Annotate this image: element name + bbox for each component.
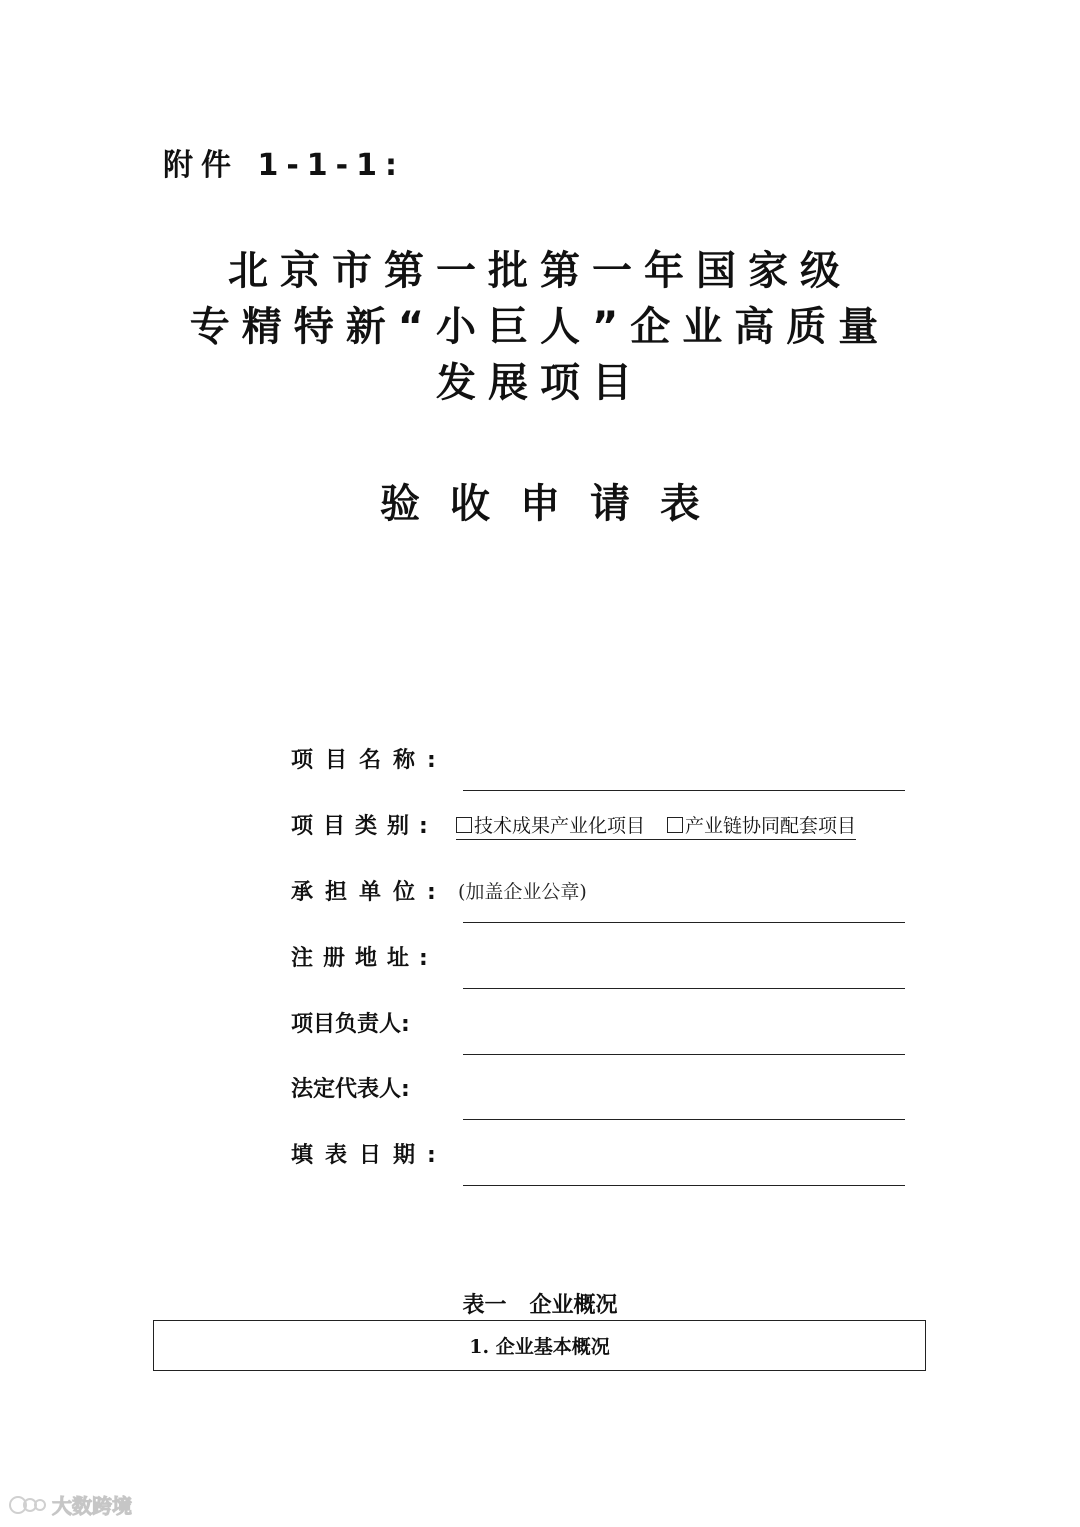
watermark-text: 大数跨境 [52, 1494, 132, 1518]
fill-date-input-line[interactable] [463, 1185, 905, 1186]
field-undertaking-unit [291, 875, 905, 925]
option-tech-industrialization[interactable]: 技术成果产业化项目 [474, 815, 646, 837]
table-caption: 表一 企业概况 [462, 1292, 618, 1318]
company-seal-note: (加盖企业公章) [458, 881, 587, 903]
field-label-project-name: 项目名称: [291, 748, 448, 773]
checkbox-icon[interactable] [456, 817, 472, 833]
legal-representative-input-line[interactable] [463, 1119, 905, 1120]
option-industry-chain[interactable]: 产业链协同配套项目 [685, 815, 857, 837]
checkbox-icon[interactable] [667, 817, 683, 833]
form-title: 验收申请表 [380, 481, 730, 527]
logo-icon [8, 1492, 48, 1518]
title-line-2: 专精特新“小巨人”企业高质量 [189, 304, 891, 350]
field-label-fill-date: 填表日期: [291, 1143, 448, 1168]
project-name-input-line[interactable] [463, 790, 905, 791]
field-fill-date [291, 1138, 905, 1188]
field-label-registered-address: 注册地址: [291, 946, 438, 971]
field-label-undertaking-unit: 承担单位: [291, 880, 448, 905]
registered-address-input-line[interactable] [463, 988, 905, 989]
watermark [8, 1490, 132, 1519]
category-options [456, 811, 856, 840]
field-label-legal-representative: 法定代表人: [291, 1077, 410, 1102]
title-line-1: 北京市第一批第一年国家级 [228, 248, 852, 294]
undertaking-unit-input-line[interactable] [463, 922, 905, 923]
table-row-basic-overview: 1. 企业基本概况 [469, 1336, 610, 1358]
title-line-3: 发展项目 [436, 360, 644, 406]
attachment-label: 附件 1-1-1: [163, 148, 405, 183]
project-lead-input-line[interactable] [463, 1054, 905, 1055]
field-project-lead [291, 1007, 905, 1057]
document-title [0, 243, 1080, 411]
field-label-project-lead: 项目负责人: [291, 1012, 410, 1037]
field-project-category [291, 809, 905, 859]
company-overview-table [153, 1320, 926, 1371]
field-legal-representative [291, 1072, 905, 1122]
field-registered-address [291, 941, 905, 991]
field-project-name [291, 743, 905, 793]
field-label-project-category: 项目类别: [291, 814, 438, 839]
